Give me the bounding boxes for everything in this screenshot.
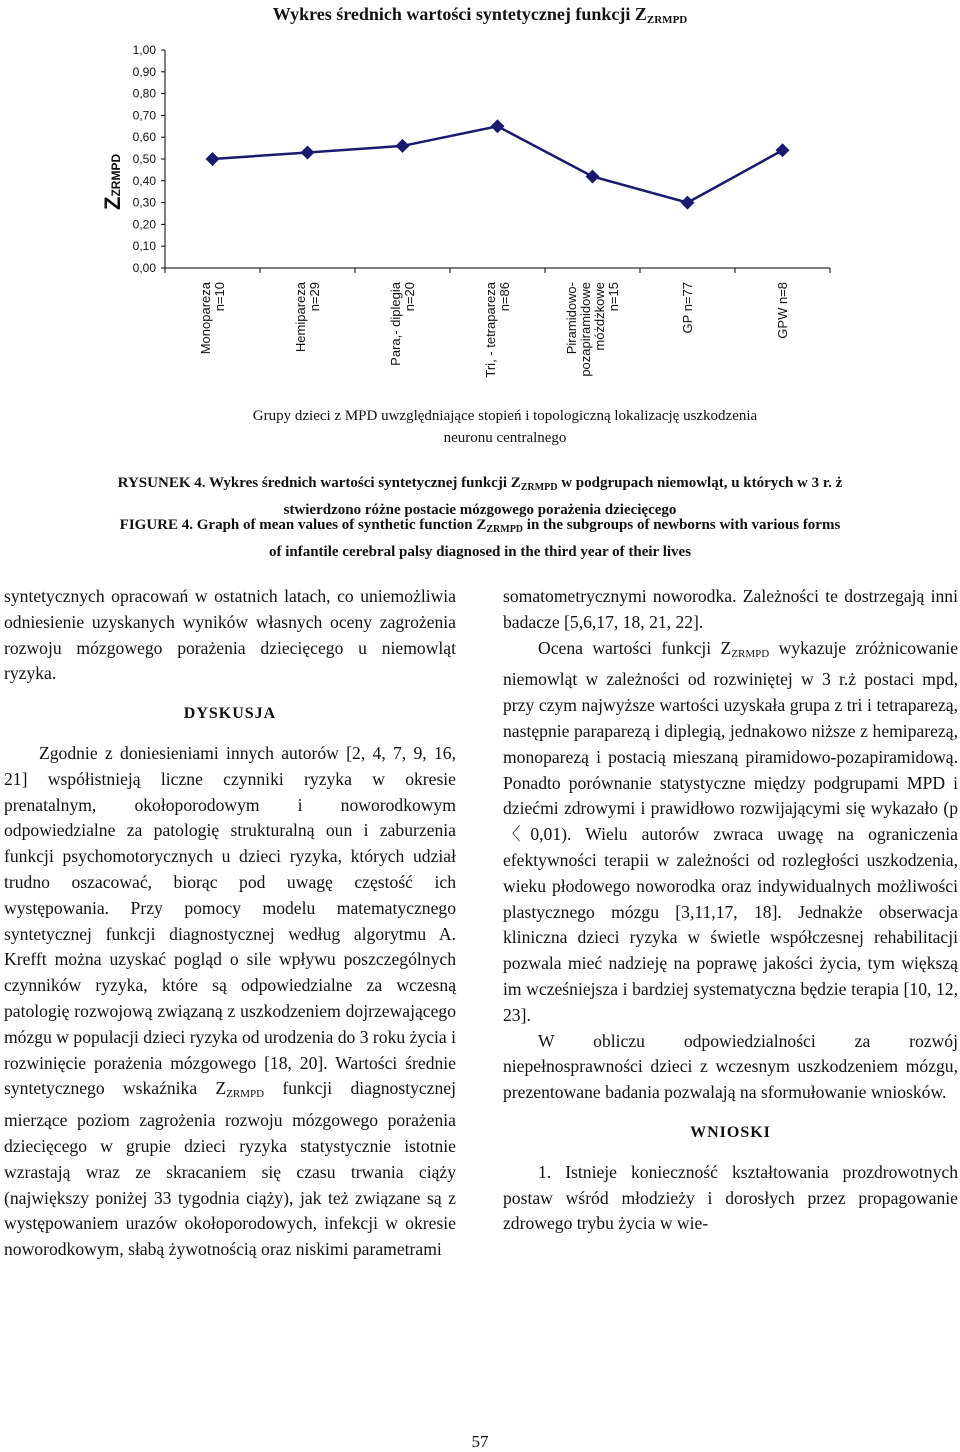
- series-line: [213, 126, 783, 202]
- caption-en-line2: of infantile cerebral palsy diagnosed in the third year of their lives: [268, 544, 692, 560]
- x-tick-label: [388, 281, 417, 366]
- x-tick-label-line: Monopareza: [198, 282, 213, 355]
- right-paragraph-3: W obliczu odpowiedzialności za rozwój niepełnosprawności dzieci z wczesnym uszkodzeniem mózgu, prezentowane badania pozwalają na sformułowanie wniosków.: [503, 1030, 958, 1103]
- x-axis-title: [160, 405, 850, 449]
- section-heading-dyskusja: DYSKUSJA: [183, 705, 277, 723]
- figure-caption-en: [60, 514, 900, 563]
- right-paragraph-2-text-b: wykazuje zróżnicowanie niemowląt w zależności od rozwiniętej w 3 r.ż postaci mpd, przy czym najwyższe wartości uzyskała grupa z tri i tetraparezą, następnie paraparezą i diplegią, jednakowo niższe z hemiparezą, monoparezą i postacią mieszaną piramidowo-pozapiramidową. Ponadto porównanie statystyczne między podgrupami MPD i dziećmi zdrowymi i prawidłowo rozwijającymi się wykazało (p〈0,01). Wielu autorów zwraca uwagę na ograniczenia efektywności terapii w zależności od rozległości uszkodzenia, wieku płodowego noworodka oraz indywidualnych możliwości plastycznego mózgu [3,11,17, 18]. Jednakże obserwacja kliniczna dzieci ryzyka w świetle współczesnej rehabilitacji pozwala mieć nadzieję na poprawę jakości życia, tym większą im wcześniejsza i bardziej systematyczna będzie terapia [10, 12, 23].: [503, 637, 958, 1025]
- data-point: [586, 169, 600, 183]
- data-point: [681, 196, 695, 210]
- x-tick-label-line: n=86: [497, 282, 512, 312]
- caption-en-subscript: ZRMPD: [486, 524, 524, 535]
- x-tick-label-line: n=15: [606, 282, 621, 312]
- data-point: [776, 143, 790, 157]
- caption-pl-line2: stwierdzono różne postacie mózgowego porażenia dziecięcego: [283, 502, 677, 518]
- caption-en-text-a: FIGURE 4. Graph of mean values of synthetic function Z: [119, 517, 487, 533]
- y-axis-label-main: Z: [100, 196, 125, 210]
- left-paragraph-2-subscript: ZRMPD: [226, 1088, 265, 1101]
- data-point: [206, 152, 220, 166]
- left-paragraph-1: syntetycznych opracowań w ostatnich latach, co uniemożliwia odniesienie uzyskanych wyników własnych oceny zagrożenia rozwoju mózgowego porażenia dziecięcego u niemowląt ryzyka.: [4, 586, 456, 684]
- right-paragraph-1: somatometrycznymi noworodka. Zależności te dostrzegają inni badacze [5,6,17, 18, 21, 22].: [503, 586, 958, 632]
- caption-pl-subscript: ZRMPD: [520, 482, 558, 493]
- x-tick-label-line: móżdżkowe: [592, 282, 607, 351]
- chart-title-text: Wykres średnich wartości syntetycznej funkcji Z: [272, 4, 647, 24]
- section-heading-wnioski: WNIOSKI: [690, 1123, 771, 1141]
- data-point: [491, 119, 505, 133]
- left-paragraph-2-text-b: funkcji diagnostycznej mierzące poziom zagrożenia rozwoju mózgowego porażenia dziecięcego w grupie dzieci ryzyka statystycznie istotnie wzrastają wraz ze skracaniem się czasu trwania ciąży (największy poniżej 33 tygodnia ciąży), jak też związane są z występowaniem urazów okołoporodowych, infekcji w okresie noworodkowym, słabą żywotnością oraz niskimi parametrami: [4, 1078, 456, 1260]
- x-tick-label-line: GP n=77: [680, 282, 695, 334]
- left-paragraph-2: [4, 741, 456, 1263]
- left-column: [4, 584, 456, 1263]
- right-paragraph-2-text-a: Ocena wartości funkcji Z: [538, 637, 732, 658]
- y-axis-label-subscript: ZRMPD: [109, 153, 123, 197]
- x-tick-label-line: GPW n=8: [775, 282, 790, 339]
- y-tick-label: 1,00: [132, 43, 156, 57]
- y-tick-label: 0,00: [132, 261, 156, 275]
- left-paragraph-2-text-a: Zgodnie z doniesieniami innych autorów [2, 4, 7, 9, 16, 21] współistnieją liczne czynniki ryzyka w okresie prenatalnym, okołoporodowym i noworodkowym odpowiedzialne za patologię strukturalną oun i zaburzenia funkcji psychomotorycznych u dzieci ryzyka, których udział trudno oszacować, biorąc pod uwagę częstość ich występowania. Przy pomocy modelu matematycznego syntetycznej funkcji diagnostycznej według algorytmu A. Krefft można uzyskać pogląd o sile wpływu poszczególnych czynników ryzyka, które są odpowiedzialne za wczesną patologię rozwojową związaną z uszkodzeniem dojrzewającego mózgu w populacji dzieci ryzyka od urodzenia do 3 roku życia i rozwinięcie porażenia mózgowego [18, 20]. Wartości średnie syntetycznego wskaźnika Z: [4, 742, 456, 1099]
- x-axis-title-line2: neuronu centralnego: [443, 430, 567, 446]
- x-tick-label-line: Para,- diplegia: [388, 282, 403, 366]
- y-tick-label: 0,50: [132, 152, 156, 166]
- right-paragraph-2: [503, 636, 958, 1029]
- x-tick-label-line: n=10: [212, 282, 227, 312]
- x-tick-label: [680, 282, 695, 333]
- x-tick-label-line: n=29: [307, 282, 322, 312]
- right-column: [503, 584, 958, 1237]
- x-axis-title-line1: Grupy dzieci z MPD uwzględniające stopień i topologiczną lokalizację uszkodzenia: [252, 408, 758, 424]
- x-tick-label-line: Piramidowo-: [564, 282, 579, 355]
- caption-pl-text-a: RYSUNEK 4. Wykres średnich wartości syntetycznej funkcji Z: [117, 475, 521, 491]
- y-tick-label: 0,70: [132, 108, 156, 123]
- x-tick-label: [293, 281, 322, 352]
- y-tick-label: 0,90: [132, 64, 156, 79]
- x-tick-label-line: pozapiramidowe: [578, 282, 593, 377]
- x-tick-label: [775, 282, 790, 339]
- page-number: 57: [471, 1432, 489, 1451]
- x-tick-label: [198, 281, 227, 354]
- caption-pl-text-b: w podgrupach niemowląt, u których w 3 r. ż: [557, 475, 843, 491]
- chart-title-subscript: ZRMPD: [646, 14, 688, 26]
- data-point: [301, 145, 315, 159]
- x-tick-label: [564, 282, 621, 377]
- x-tick-label-line: Hemipareza: [293, 282, 308, 353]
- x-tick-label: [483, 281, 512, 377]
- line-chart: [0, 0, 960, 400]
- right-paragraph-2-subscript: ZRMPD: [731, 647, 770, 660]
- y-tick-label: 0,60: [132, 130, 156, 145]
- data-point: [396, 139, 410, 153]
- x-tick-label-line: Tri, - tetrapareza: [483, 282, 498, 378]
- y-tick-label: 0,30: [132, 195, 156, 210]
- x-tick-label-line: n=20: [402, 282, 417, 312]
- y-tick-label: 0,10: [132, 239, 156, 254]
- y-tick-label: 0,20: [132, 217, 156, 232]
- y-tick-label: 0,40: [132, 173, 156, 188]
- caption-en-text-b: in the subgroups of newborns with various forms: [523, 517, 841, 533]
- right-paragraph-4: 1. Istnieje konieczność kształtowania prozdrowotnych postaw wśród młodzieży i dorosłych przez propagowanie zdrowego trybu życia w wie-: [503, 1161, 958, 1234]
- y-tick-label: 0,80: [132, 86, 156, 101]
